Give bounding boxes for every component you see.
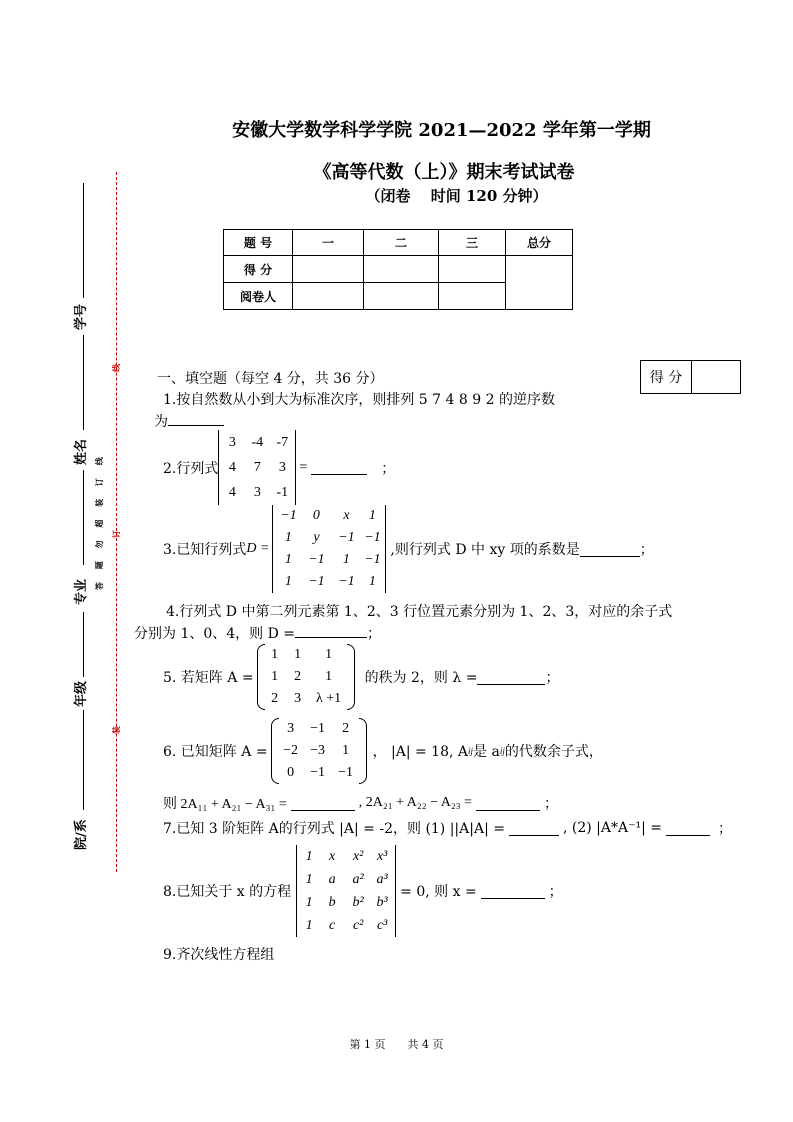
mat-entry: 1	[294, 647, 302, 662]
mat-entry: 3	[294, 691, 302, 706]
q8-suffix: = 0, 则 x =	[400, 884, 477, 900]
grader-cell[interactable]	[293, 283, 364, 310]
q7-part1: 7.已知 3 阶矩阵 A的行列式 |A| = -2，则 (1) ||A|A| =	[163, 821, 505, 837]
mat-entry: 2	[294, 669, 302, 684]
binding-warning: 答 题 勿 超 装 订 线	[94, 452, 104, 590]
q7-end: ；	[718, 821, 733, 837]
q6-end: ；	[544, 796, 559, 812]
det-entry: −1	[308, 552, 325, 567]
det-entry: 1	[284, 552, 292, 567]
det-entry: -4	[251, 435, 264, 450]
det-entry: c³	[376, 918, 388, 933]
grader-row-label: 阅卷人	[224, 283, 293, 310]
det-entry: 1	[284, 574, 292, 589]
q5-matrix	[257, 644, 355, 710]
det-entry: 1	[284, 530, 292, 545]
score-cell[interactable]	[293, 256, 364, 283]
det-entry: −1	[338, 530, 355, 545]
q1-text: 1.按自然数从小到大为标准次序，则排列 5 7 4 8 9 2 的逆序数	[163, 392, 555, 408]
q7	[163, 818, 732, 838]
side-underline	[83, 612, 84, 677]
q1-tail-text: 为	[154, 414, 168, 430]
det-entry: −1	[308, 574, 325, 589]
det-entry: x²	[352, 849, 364, 864]
side-underline	[83, 183, 84, 298]
mat-entry: 2	[342, 721, 350, 736]
mat-entry: 2	[271, 691, 279, 706]
q6-mid: ， |A| = 18, A	[372, 744, 469, 760]
q3-end: ；	[639, 542, 654, 558]
det-entry: b³	[376, 895, 388, 910]
mat-entry: λ +1	[315, 691, 342, 706]
q3-prefix: 3.已知行列式	[163, 542, 247, 558]
q3	[163, 505, 654, 593]
mat-entry: −3	[310, 743, 326, 758]
det-entry: 1	[305, 895, 313, 910]
binding-mark-line: 线	[111, 364, 121, 372]
q3-D-symbol: D =	[246, 541, 270, 556]
score-table-header: 三	[439, 230, 506, 256]
q6-tail: 的代数余子式，	[504, 744, 603, 760]
det-entry: x³	[376, 849, 388, 864]
det-entry: 7	[253, 460, 261, 475]
mat-entry: 1	[342, 743, 350, 758]
det-entry: −1	[364, 552, 381, 567]
det-entry: 1	[368, 508, 376, 523]
q6-expr2: , 2A₂₁ + A₂₂ − A₂₃ =	[358, 795, 473, 810]
q6-expr1: 则 2A₁₁ + A₂₁ − A₃₁ =	[163, 797, 287, 812]
course-title: 《高等代数（上）》期末考试试卷	[313, 162, 575, 183]
det-entry: 3	[228, 435, 236, 450]
q7-part2: , (2) |A*A⁻¹| =	[563, 820, 663, 836]
q8	[163, 845, 563, 937]
exam-conditions: （闭卷 时间 120 分钟）	[365, 187, 548, 205]
side-underline	[83, 470, 84, 565]
det-entry: b²	[352, 895, 364, 910]
q9: 9.齐次线性方程组	[163, 947, 275, 963]
det-entry: a³	[376, 872, 388, 887]
q2-equals: =	[299, 459, 308, 475]
mat-entry: 1	[325, 669, 333, 684]
det-entry: x	[329, 849, 336, 864]
score-table-header: 一	[293, 230, 364, 256]
mat-entry: 0	[287, 765, 295, 780]
q3-suffix: ,则行列式 D 中 xy 项的系数是	[390, 542, 580, 558]
q6-mid2: 是 a	[473, 744, 500, 760]
mat-entry: −1	[310, 721, 326, 736]
q2-prefix: 2.行列式	[163, 460, 219, 477]
q6-line2	[163, 793, 558, 813]
q8-answer-blank[interactable]	[481, 884, 545, 899]
score-table-header: 二	[364, 230, 439, 256]
det-entry: 3	[253, 485, 261, 500]
section1-title: 一、填空题（每空 4 分，共 36 分）	[157, 371, 384, 387]
q5-end: ；	[545, 670, 560, 686]
q2-answer-blank[interactable]	[311, 460, 367, 475]
mat-entry: −2	[283, 743, 299, 758]
det-entry: 4	[228, 460, 236, 475]
det-entry: a	[328, 872, 336, 887]
department-label: 院/系	[74, 819, 89, 850]
q5-prefix: 5. 若矩阵 A =	[163, 670, 254, 686]
grade-label: 年级	[74, 680, 89, 707]
q8-end: ；	[548, 884, 563, 900]
q6: 6. 已知矩阵 A = 3 −1 2 −2 −3 1 0 −1 −1 ， |A| = 18, A ij 是 a ij 的代数余子式，	[163, 718, 603, 784]
mat-entry: 1	[271, 647, 279, 662]
q4-answer-blank[interactable]	[295, 623, 367, 638]
q2	[163, 430, 395, 505]
section-score-label: 得 分	[641, 361, 692, 394]
det-entry: −1	[338, 574, 355, 589]
exam-title: 安徽大学数学科学学院 2021—2022 学年第一学期	[232, 120, 651, 141]
det-entry: 1	[305, 872, 313, 887]
student-id-label: 学号	[74, 303, 89, 330]
score-row-label: 得 分	[224, 256, 293, 283]
det-entry: -1	[276, 485, 289, 500]
q5-answer-blank[interactable]	[477, 670, 545, 685]
section-score-cell[interactable]	[692, 361, 741, 394]
grader-cell[interactable]	[439, 283, 506, 310]
det-entry: 1	[305, 918, 313, 933]
q8-determinant	[296, 845, 396, 937]
q1-answer-blank[interactable]	[168, 411, 224, 426]
q3-determinant	[272, 505, 386, 593]
q6-answer-blank-2[interactable]	[476, 796, 540, 811]
det-entry: -7	[276, 435, 289, 450]
side-underline	[83, 710, 84, 810]
det-entry: b	[328, 895, 336, 910]
q7-answer-blank-1[interactable]	[509, 821, 559, 836]
mat-entry: −1	[338, 765, 354, 780]
q7-answer-blank-2[interactable]	[666, 821, 710, 836]
mat-entry: 3	[287, 721, 295, 736]
score-table-header: 总分	[506, 230, 573, 256]
det-entry: x	[343, 508, 350, 523]
q4-line1: 4.行列式 D 中第二列元素第 1、2、3 行位置元素分别为 1、2、3，对应的余子式	[166, 604, 673, 620]
name-label: 姓名	[74, 438, 89, 465]
score-table	[223, 229, 573, 310]
q6-prefix: 6. 已知矩阵 A =	[163, 744, 268, 760]
det-entry: 1	[342, 552, 350, 567]
q6-matrix	[271, 718, 367, 784]
binding-dashed-line	[116, 172, 117, 872]
binding-mark-ding: 订	[111, 530, 121, 538]
det-entry: 1	[368, 574, 376, 589]
q6-answer-blank-1[interactable]	[291, 796, 355, 811]
mat-entry: 1	[325, 647, 333, 662]
score-cell[interactable]	[364, 256, 439, 283]
q4-end: ；	[367, 626, 382, 642]
section-score-box	[640, 360, 741, 394]
score-cell[interactable]	[439, 256, 506, 283]
q5-suffix: 的秩为 2，则 λ =	[364, 670, 478, 686]
q5	[163, 644, 559, 710]
det-entry: −1	[280, 508, 297, 523]
mat-entry: 1	[271, 669, 279, 684]
det-entry: 1	[305, 849, 313, 864]
side-underline	[83, 335, 84, 430]
q4-line2	[134, 623, 381, 643]
q4-line2-text: 分别为 1、0、4，则 D =	[134, 626, 296, 642]
grader-cell[interactable]	[364, 283, 439, 310]
q2-determinant	[218, 430, 296, 505]
q3-answer-blank[interactable]	[580, 542, 640, 557]
det-entry: 3	[278, 460, 286, 475]
mat-entry: −1	[310, 765, 326, 780]
q1-tail	[154, 411, 224, 431]
score-table-header: 题 号	[224, 230, 293, 256]
det-entry: −1	[364, 530, 381, 545]
binding-mark-zhuang: 装	[111, 726, 121, 734]
q8-prefix: 8.已知关于 x 的方程	[163, 884, 292, 900]
det-entry: 0	[312, 508, 320, 523]
major-label: 专业	[74, 578, 89, 605]
det-entry: c	[329, 918, 336, 933]
det-entry: a²	[352, 872, 364, 887]
page-footer: 第 1 页 共 4 页	[349, 1038, 444, 1051]
det-entry: c²	[352, 918, 364, 933]
total-score-cell[interactable]	[506, 256, 573, 310]
q2-suffix: ；	[381, 460, 396, 477]
det-entry: 4	[228, 485, 236, 500]
det-entry: y	[313, 530, 320, 545]
